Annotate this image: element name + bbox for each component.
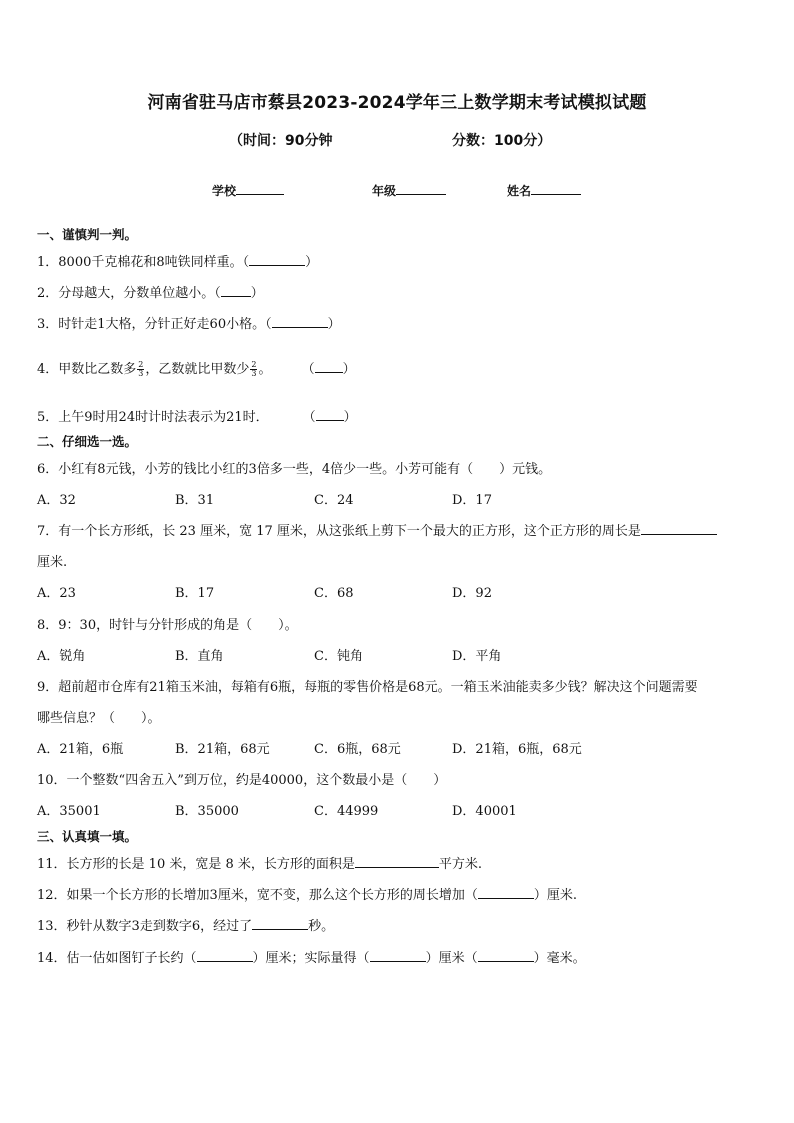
question-13-text-b: 秒。 (308, 919, 335, 934)
question-11 (37, 853, 482, 872)
section-2-heading: 二、仔细选一选。 (37, 434, 138, 449)
question-7-line-2: 厘米. (37, 555, 68, 570)
name-blank[interactable] (531, 182, 581, 195)
question-2-text: 2．分母越大，分数单位越小。（ (37, 286, 221, 301)
fraction-two-thirds-2 (250, 361, 257, 378)
question-4-text-a: 4．甲数比乙数多 (37, 362, 137, 377)
question-14 (37, 947, 586, 966)
question-14-text-c: ）厘米（ (425, 951, 478, 966)
question-5-blank[interactable] (316, 408, 344, 421)
question-13-text-a: 13．秒针从数字3走到数字6，经过了 (37, 919, 253, 934)
question-5-paren-left: （ (302, 410, 316, 425)
grade-label: 年级 (372, 184, 397, 198)
question-1 (37, 251, 318, 270)
question-14-blank-3[interactable] (478, 949, 534, 962)
question-7-blank[interactable] (641, 522, 717, 535)
fraction-denominator: 3 (138, 369, 144, 378)
grade-blank[interactable] (396, 182, 446, 195)
question-5 (37, 406, 357, 425)
question-4-paren-left: （ (301, 362, 315, 377)
question-14-text-b: ）厘米；实际量得（ (252, 951, 370, 966)
question-11-text-b: 平方米. (438, 857, 483, 872)
question-2-blank[interactable] (221, 284, 251, 297)
exam-score: 分数：100分） (452, 133, 552, 149)
fraction-numerator-2: 2 (251, 360, 257, 369)
question-7-option-d[interactable]: D．92 (452, 586, 492, 601)
question-8-option-b[interactable]: B．直角 (175, 649, 224, 664)
question-9-line-2: 哪些信息？（ ）。 (37, 711, 161, 726)
question-4-blank[interactable] (315, 360, 343, 373)
question-1-end: ） (305, 255, 319, 270)
question-11-text-a: 11．长方形的长是 10 米，宽是 8 米，长方形的面积是 (37, 857, 355, 872)
question-13-blank[interactable] (252, 917, 308, 930)
question-10-option-c[interactable]: C．44999 (314, 804, 379, 819)
question-8-option-d[interactable]: D．平角 (452, 649, 502, 664)
question-12-blank[interactable] (478, 886, 534, 899)
question-10-option-a[interactable]: A．35001 (37, 804, 101, 819)
question-5-paren-right: ） (343, 410, 357, 425)
school-label: 学校 (212, 184, 237, 198)
question-5-text: 5．上午9时用24时计时法表示为21时． (37, 410, 269, 425)
fraction-denominator-2: 3 (251, 369, 257, 378)
question-9-option-d[interactable]: D．21箱，6瓶，68元 (452, 742, 582, 757)
question-9-option-c[interactable]: C．6瓶，68元 (314, 742, 401, 757)
question-9-option-a[interactable]: A．21箱，6瓶 (37, 742, 124, 757)
question-13 (37, 915, 334, 934)
question-6-option-b[interactable]: B．31 (175, 493, 215, 508)
question-3-blank[interactable] (272, 315, 328, 328)
question-8: 8．9：30，时针与分针形成的角是（ ）。 (37, 618, 298, 633)
question-1-blank[interactable] (249, 253, 305, 266)
question-8-option-c[interactable]: C．钝角 (314, 649, 363, 664)
question-7-option-c[interactable]: C．68 (314, 586, 354, 601)
grade-field (372, 182, 446, 199)
question-6: 6．小红有8元钱，小芳的钱比小红的3倍多一些，4倍少一些。小芳可能有（ ）元钱。 (37, 462, 552, 477)
section-1-heading: 一、谨慎判一判。 (37, 227, 138, 242)
question-14-text-a: 14．估一估如图钉子长约（ (37, 951, 197, 966)
question-7-text: 7．有一个长方形纸，长 23 厘米，宽 17 厘米，从这张纸上剪下一个最大的正方形，这个正方形的周长是 (37, 524, 641, 539)
question-4-text-c: 。 (258, 362, 272, 377)
question-10: 10．一个整数“四舍五入”到万位，约是40000，这个数最小是（ ） (37, 773, 447, 788)
school-field (212, 182, 284, 199)
question-7-option-b[interactable]: B．17 (175, 586, 215, 601)
question-12-text-a: 12．如果一个长方形的长增加3厘米，宽不变，那么这个长方形的周长增加（ (37, 888, 478, 903)
question-3-text: 3．时针走1大格，分针正好走60小格。（ (37, 317, 272, 332)
name-label: 姓名 (507, 184, 532, 198)
question-4-paren-right: ） (342, 362, 356, 377)
question-4-text-b: ，乙数就比甲数少 (145, 362, 250, 377)
page-title: 河南省驻马店市蔡县2023-2024学年三上数学期末考试模拟试题 (147, 93, 647, 113)
question-12 (37, 884, 577, 903)
question-3 (37, 313, 341, 332)
question-4 (37, 358, 356, 378)
question-14-text-d: ）毫米。 (533, 951, 586, 966)
question-1-text: 1．8000千克棉花和8吨铁同样重。（ (37, 255, 250, 270)
question-6-option-a[interactable]: A．32 (37, 493, 76, 508)
exam-time: （时间：90分钟 (229, 133, 333, 149)
question-8-option-a[interactable]: A．锐角 (37, 649, 86, 664)
school-blank[interactable] (236, 182, 284, 195)
question-6-option-d[interactable]: D．17 (452, 493, 492, 508)
question-12-text-b: ）厘米. (533, 888, 577, 903)
question-2 (37, 282, 264, 301)
question-9: 9．超前超市仓库有21箱玉米油，每箱有6瓶，每瓶的零售价格是68元。一箱玉米油能卖多少钱？解决这个问题需要 (37, 680, 698, 695)
question-6-option-c[interactable]: C．24 (314, 493, 354, 508)
fraction-two-thirds (137, 361, 144, 378)
question-2-end: ） (250, 286, 264, 301)
fraction-numerator: 2 (138, 360, 144, 369)
question-3-end: ） (327, 317, 341, 332)
name-field (507, 182, 581, 199)
question-14-blank-2[interactable] (370, 949, 426, 962)
question-7 (37, 520, 717, 539)
question-11-blank[interactable] (355, 855, 439, 868)
question-7-option-a[interactable]: A．23 (37, 586, 76, 601)
question-10-option-b[interactable]: B．35000 (175, 804, 239, 819)
question-9-option-b[interactable]: B．21箱，68元 (175, 742, 270, 757)
question-10-option-d[interactable]: D．40001 (452, 804, 517, 819)
question-14-blank-1[interactable] (197, 949, 253, 962)
section-3-heading: 三、认真填一填。 (37, 829, 138, 844)
